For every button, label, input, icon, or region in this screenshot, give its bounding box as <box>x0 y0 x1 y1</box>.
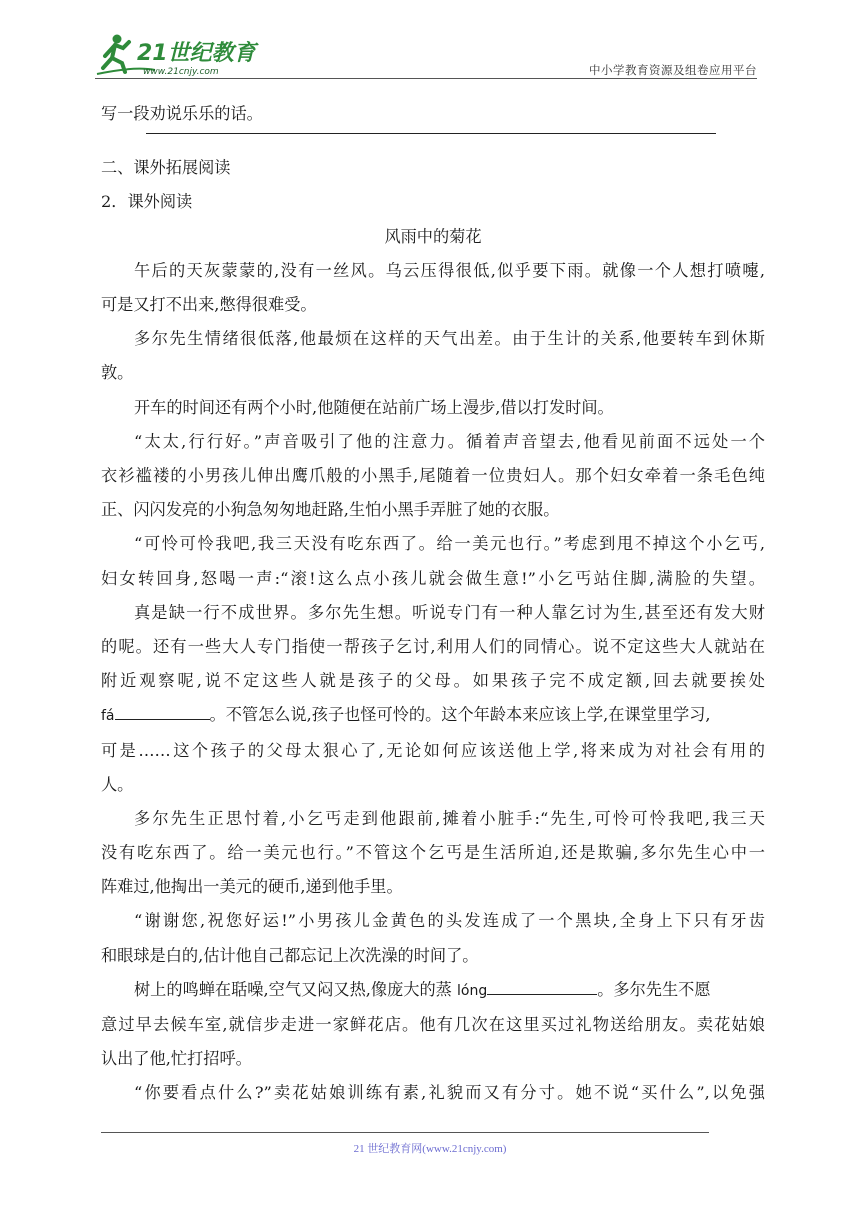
paragraph-line: 多尔先生情绪很低落,他最烦在这样的天气出差。由于生计的关系,他要转车到休斯 <box>134 329 765 349</box>
section-heading: 二、课外拓展阅读 <box>101 158 231 178</box>
document-body <box>101 97 765 1111</box>
paragraph-line: “可怜可怜我吧,我三天没有吃东西了。给一美元也行。”考虑到甩不掉这个小乞丐, <box>134 534 765 554</box>
pinyin-hint: lóng <box>457 982 488 999</box>
svg-text:21世纪教育: 21世纪教育 <box>137 41 256 66</box>
paragraph-line-with-blank <box>101 698 765 733</box>
paragraph-line: “太太,行行好。”声音吸引了他的注意力。循着声音望去,他看见前面不远处一个 <box>134 431 765 451</box>
paragraph-line: 附近观察呢,说不定这些人就是孩子的父母。如果孩子完不成定额,回去就要挨处 <box>101 671 765 691</box>
paragraph-line: 正、闪闪发亮的小狗急匆匆地赶路,生怕小黑手弄脏了她的衣服。 <box>101 500 560 520</box>
previous-question: 写一段劝说乐乐的话。 <box>101 104 263 123</box>
paragraph-line: “你要看点什么?”卖花姑娘训练有素,礼貌而又有分寸。她不说“买什么”,以免强 <box>134 1083 765 1103</box>
footer-divider <box>101 1132 709 1133</box>
fill-blank <box>487 980 597 995</box>
page-header <box>95 30 757 80</box>
page-footer: 21 世纪教育网(www.21cnjy.com) <box>353 1143 507 1155</box>
paragraph-line: 妇女转回身,怒喝一声:“滚!这么点小孩儿就会做生意!”小乞丐站住脚,满脸的失望。 <box>101 568 765 588</box>
paragraph-line: “谢谢您,祝您好运!”小男孩儿金黄色的头发连成了一个黑块,全身上下只有牙齿 <box>134 911 765 931</box>
pinyin-hint: fá <box>101 708 115 725</box>
text-run: 。不管怎么说,孩子也怪可怜的。这个年龄本来应该上学,在课堂里学习, <box>209 705 711 725</box>
paragraph-line: 阵难过,他掏出一美元的硬币,递到他手里。 <box>101 877 403 897</box>
svg-text:www.21cnjy.com: www.21cnjy.com <box>143 67 219 77</box>
answer-line <box>101 131 765 151</box>
paragraph-line: 衣衫褴褛的小男孩儿伸出鹰爪般的小黑手,尾随着一位贵妇人。那个妇女牵着一条毛色纯 <box>101 465 765 485</box>
paragraph-line: 认出了他,忙打招呼。 <box>101 1049 252 1069</box>
text-run: 。多尔先生不愿 <box>597 979 711 999</box>
paragraph-line: 开车的时间还有两个小时,他随便在站前广场上漫步,借以打发时间。 <box>134 397 614 417</box>
site-logo <box>95 30 260 78</box>
fill-blank <box>115 705 210 720</box>
paragraph-line: 人。 <box>101 774 134 794</box>
platform-name: 中小学教育资源及组卷应用平台 <box>589 63 757 77</box>
paragraph-line: 意过早去候车室,就信步走进一家鲜花店。他有几次在这里买过礼物送给朋友。卖花姑娘 <box>101 1015 765 1035</box>
paragraph-line: 真是缺一行不成世界。多尔先生想。听说专门有一种人靠乞讨为生,甚至还有发大财 <box>134 602 765 622</box>
question-number: 2．课外阅读 <box>101 192 193 212</box>
passage-title: 风雨中的菊花 <box>384 226 482 246</box>
paragraph-line: 敦。 <box>101 363 134 383</box>
paragraph-line: 没有吃东西了。给一美元也行。”不管这个乞丐是生活所迫,还是欺骗,多尔先生心中一 <box>101 843 765 863</box>
paragraph-line: 和眼球是白的,估计他自己都忘记上次洗澡的时间了。 <box>101 945 479 965</box>
paragraph-line-with-blank <box>101 973 765 1008</box>
paragraph-line: 可是……这个孩子的父母太狠心了,无论如何应该送他上学,将来成为对社会有用的 <box>101 740 765 760</box>
text-run: 树上的鸣蝉在聒噪,空气又闷又热,像庞大的蒸 <box>134 979 457 999</box>
paragraph-line: 多尔先生正思忖着,小乞丐走到他跟前,摊着小脏手:“先生,可怜可怜我吧,我三天 <box>134 808 765 828</box>
paragraph-line: 午后的天灰蒙蒙的,没有一丝风。乌云压得很低,似乎要下雨。就像一个人想打喷嚏, <box>134 260 765 280</box>
header-divider <box>95 78 757 79</box>
paragraph-line: 的呢。还有一些大人专门指使一帮孩子乞讨,利用人们的同情心。说不定这些大人就站在 <box>101 636 765 656</box>
paragraph-line: 可是又打不出来,憋得很难受。 <box>101 295 317 314</box>
